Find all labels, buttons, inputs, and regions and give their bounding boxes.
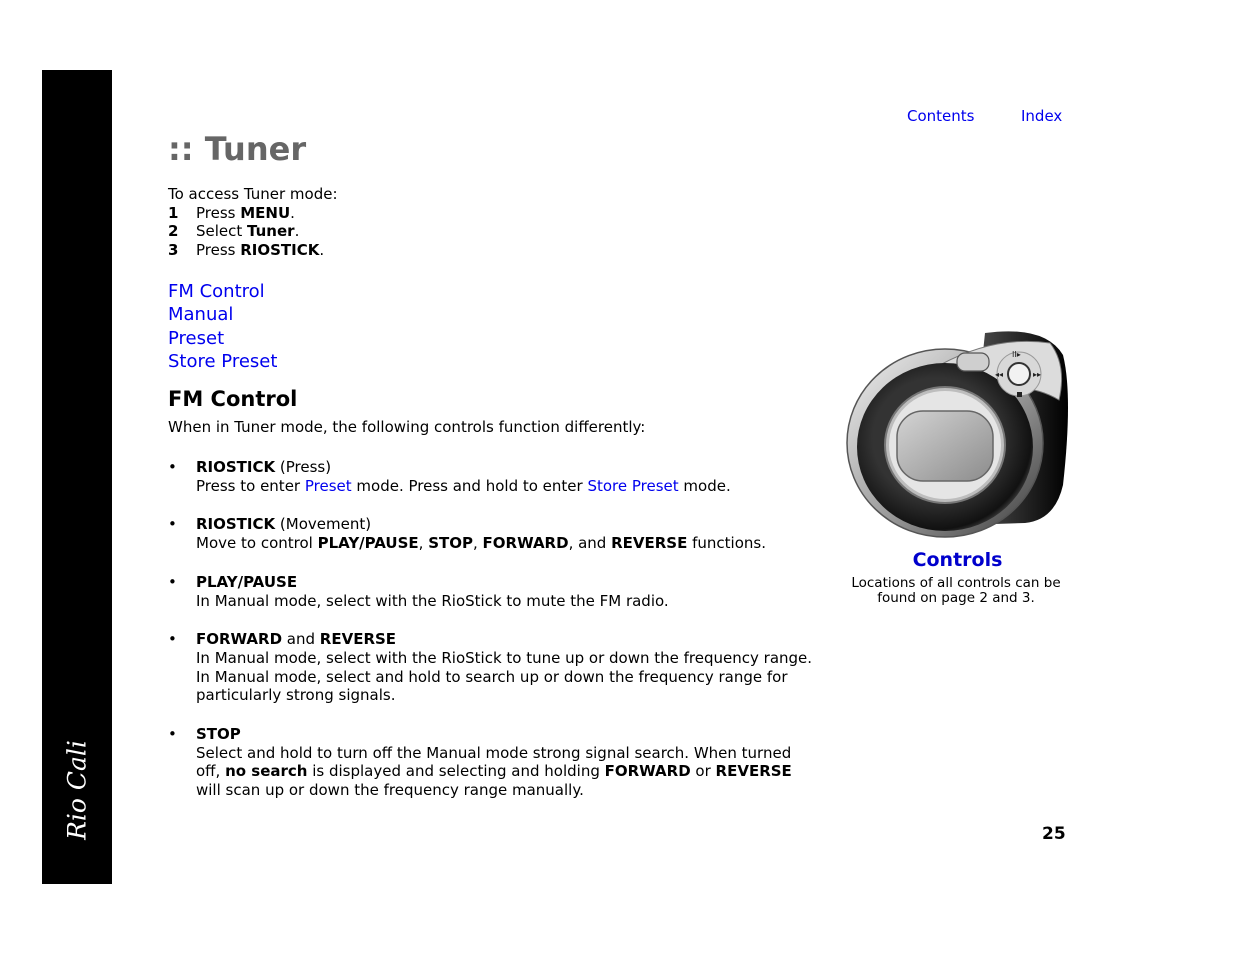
figure-caption-text: Locations of all controls can be found on page 2 and 3. [851,575,1061,606]
toc-link-manual[interactable]: Manual [168,304,234,326]
step-number: 1 [168,203,179,222]
bullet-heading-bold: STOP [196,725,241,744]
svg-text:◂◂: ◂◂ [995,370,1004,379]
step-punct: . [290,203,295,222]
step-keyword: Tuner [247,222,295,240]
bullet-riostick-movement [168,515,818,552]
step-text: Press [196,240,241,259]
bullet-heading-bold: REVERSE [319,630,397,649]
toc-link-store-preset[interactable]: Store Preset [168,350,278,372]
intro-step [168,204,338,223]
body-text: Press to enter [196,476,305,495]
bullet-body: In Manual mode, select with the RioStick to mute the FM radio. [196,591,669,610]
figure-caption-title: Controls [912,549,1003,571]
body-bold: FORWARD [482,534,569,553]
bullet-forward-reverse [168,630,818,705]
toc-link-preset[interactable]: Preset [168,327,225,349]
step-number: 3 [168,240,179,259]
top-nav [907,107,1063,125]
section-lead: When in Tuner mode, the following controls function differently: [168,418,646,436]
body-bold: PLAY/PAUSE [317,534,419,553]
bullet-play-pause [168,573,818,610]
bullet-heading-bold: RIOSTICK [196,458,276,476]
intro-heading: To access Tuner mode: [168,185,338,203]
bullet-dot: • [168,515,177,534]
bullet-dot: • [168,630,177,649]
bullet-heading [196,515,818,534]
body-text: or [690,762,716,781]
bullet-dot: • [168,458,177,476]
bullet-dot: • [168,572,177,591]
preset-link[interactable]: Preset [304,476,352,495]
body-bold: STOP [428,534,473,553]
body-bold: FORWARD [604,762,691,781]
body-bold: REVERSE [715,762,792,781]
body-text: mode. Press and hold to enter [351,476,588,495]
bullet-heading-bold: FORWARD [196,630,283,649]
intro-step [168,241,338,260]
bullet-body [196,744,818,800]
body-text: mode. [678,476,731,495]
step-punct: . [319,240,325,259]
body-text: , [418,534,429,553]
body-text: functions. [687,534,766,553]
page-title: :: Tuner [168,130,307,168]
body-text: , and [568,534,612,553]
body-bold: no search [225,762,308,781]
bullet-heading [196,630,818,649]
bullet-body [196,534,818,553]
toc-links [168,280,277,373]
step-punct: . [294,222,300,240]
body-text: is displayed and selecting and holding [307,762,605,781]
bullet-heading-bold: PLAY/PAUSE [196,572,298,591]
bullet-heading-bold: RIOSTICK [196,515,276,534]
bullet-heading [196,458,818,477]
store-preset-link[interactable]: Store Preset [587,476,679,495]
step-text: Select [196,222,248,240]
toc-link-fm-control[interactable]: FM Control [168,281,265,302]
intro-step [168,222,338,241]
step-number: 2 [168,222,179,240]
body-bold: REVERSE [611,534,688,553]
sidebar-title-text: Rio Cali [62,740,92,840]
svg-text:▸▸: ▸▸ [1033,370,1042,379]
bullet-body: In Manual mode, select with the RioStick to tune up or down the frequency range. In Manual mode, select and hold to search up or down the frequency range for particularly strong signals. [196,648,813,705]
bullet-heading [196,573,818,592]
body-text: , [472,534,483,553]
intro-block [168,185,338,259]
contents-link[interactable]: Contents [907,107,975,125]
page-number: 25 [1042,824,1066,844]
section-title: FM Control [168,387,298,411]
bullet-list [168,458,818,820]
bullet-heading-rest: and [282,630,320,649]
rio-cali-device-icon [845,325,1070,547]
bullet-heading [196,725,818,744]
body-text: will scan up or down the frequency range manually. [196,781,584,800]
step-keyword: MENU [240,203,291,222]
bullet-dot: • [168,725,177,744]
svg-text:II▸: II▸ [1012,350,1021,359]
bullet-stop [168,725,818,800]
index-link[interactable]: Index [1021,107,1063,125]
device-illustration [845,325,1070,551]
body-text: Select and hold to turn off the Manual mode strong signal search. When turned off, [196,743,792,781]
bullet-heading-rest: (Movement) [275,515,372,534]
bullet-heading-rest: (Press) [275,458,332,476]
body-text: Move to control [196,534,318,553]
bullet-riostick-press [168,458,818,495]
bullet-body [196,477,818,496]
step-text: Press [196,203,241,222]
step-keyword: RIOSTICK [240,240,320,259]
